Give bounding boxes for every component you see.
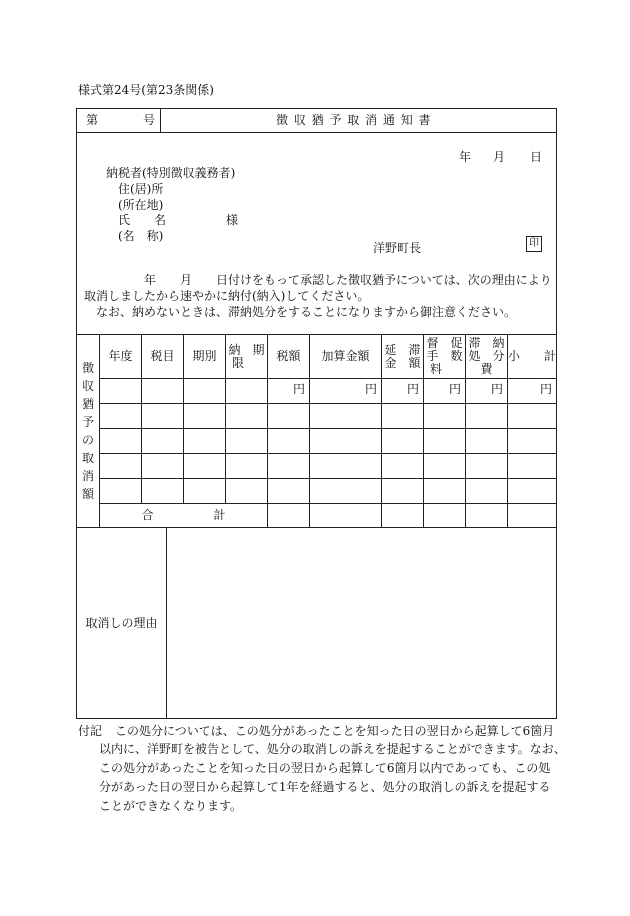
header-line: 金 額 xyxy=(384,355,421,370)
frame-right xyxy=(556,108,557,719)
yen-unit-subtotal: 円 xyxy=(540,382,553,396)
location-label: (所在地) xyxy=(118,198,164,212)
header-additional-tax: 加算金額 xyxy=(321,349,370,363)
entity-name-label: (名 称) xyxy=(118,229,164,243)
header-line: 限 xyxy=(232,355,245,370)
yen-unit-additional-tax: 円 xyxy=(365,382,378,396)
side-char: 取 xyxy=(81,451,94,465)
table-side-label xyxy=(77,335,99,527)
side-char: 収 xyxy=(81,379,94,393)
seal-mark: 印 xyxy=(526,236,542,252)
name-label: 氏 名 xyxy=(118,213,167,227)
row-line-2 xyxy=(99,428,557,429)
yen-unit-late-fee: 円 xyxy=(407,382,420,396)
frame-top xyxy=(76,108,557,109)
side-char: の xyxy=(81,433,94,447)
row-line-1 xyxy=(99,403,557,404)
taxpayer-label: 納税者(特別徴収義務者) xyxy=(106,166,236,180)
note-line-4: 分があった日の翌日から起算して1年を経過すると、処分の取消しの訴えを提起する xyxy=(99,780,551,794)
total-row-label: 合 計 xyxy=(141,508,226,522)
note-line-1: この処分については、この処分があったことを知った日の翌日から起算して6箇月 xyxy=(115,724,555,738)
header-period: 期別 xyxy=(192,349,217,363)
note-line-2: 以内に、洋野町を被告として、処分の取消しの訴えを提起することができます。なお、 xyxy=(99,742,566,756)
address-label: 住(居)所 xyxy=(118,182,164,196)
row-line-3 xyxy=(99,453,557,454)
header-demand-fee xyxy=(424,335,465,378)
side-char: 徴 xyxy=(81,361,94,375)
yen-unit-tax-amount: 円 xyxy=(293,382,306,396)
notice-line-1: 年 月 日付けをもって承認した徴収猶予については、次の理由により xyxy=(144,273,552,287)
notice-line-3: なお、納めないときは、滞納処分をすることになりますから御注意ください。 xyxy=(96,305,517,319)
reason-label: 取消しの理由 xyxy=(85,615,158,630)
document-title: 徴 収 猶 予 取 消 通 知 書 xyxy=(276,113,432,127)
header-late-fee xyxy=(382,335,423,378)
header-line: 費 xyxy=(480,362,493,376)
header-divider xyxy=(76,132,557,133)
header-tax-amount: 税額 xyxy=(276,349,301,363)
side-char: 猶 xyxy=(81,397,94,411)
side-char: 額 xyxy=(81,487,94,501)
header-subtotal: 小 計 xyxy=(508,349,557,363)
side-char: 予 xyxy=(81,415,94,429)
mayor-title: 洋野町長 xyxy=(373,241,422,255)
number-label: 第 xyxy=(86,113,99,127)
date-month: 月 xyxy=(493,150,506,164)
header-tax-item: 税目 xyxy=(150,349,175,363)
header-row-bottom xyxy=(99,378,557,379)
date-year: 年 xyxy=(459,150,472,164)
header-number-divider xyxy=(160,108,161,133)
header-fiscal-year: 年度 xyxy=(108,349,133,363)
header-line: 督 促 xyxy=(426,336,463,350)
notice-line-2: 取消しましたから速やかに納付(納入)してください。 xyxy=(84,289,370,303)
note-line-5: ことができなくなります。 xyxy=(99,799,243,813)
header-line: 料 xyxy=(430,362,443,376)
header-due-date xyxy=(226,335,267,378)
header-line: 手 数 xyxy=(426,349,463,363)
yen-unit-disposition-fee: 円 xyxy=(491,382,504,396)
yen-unit-demand-fee: 円 xyxy=(449,382,462,396)
header-line: 滞 納 xyxy=(468,336,505,350)
header-line: 処 分 xyxy=(468,349,505,363)
header-line: 納 期 xyxy=(228,342,265,357)
date-day: 日 xyxy=(530,150,543,164)
form-label: 様式第24号(第23条関係) xyxy=(78,83,214,97)
note-line-3: この処分があったことを知った日の翌日から起算して6箇月以内であっても、この処 xyxy=(99,761,551,775)
reason-field[interactable] xyxy=(167,528,556,718)
number-suffix: 号 xyxy=(143,113,156,127)
row-line-4 xyxy=(99,478,557,479)
honorific: 様 xyxy=(226,213,239,227)
note-label: 付記 xyxy=(78,724,103,738)
side-char: 消 xyxy=(81,469,94,483)
header-disposition-fee xyxy=(466,335,507,378)
frame-bottom xyxy=(76,718,557,719)
header-line: 延 滞 xyxy=(384,342,421,357)
